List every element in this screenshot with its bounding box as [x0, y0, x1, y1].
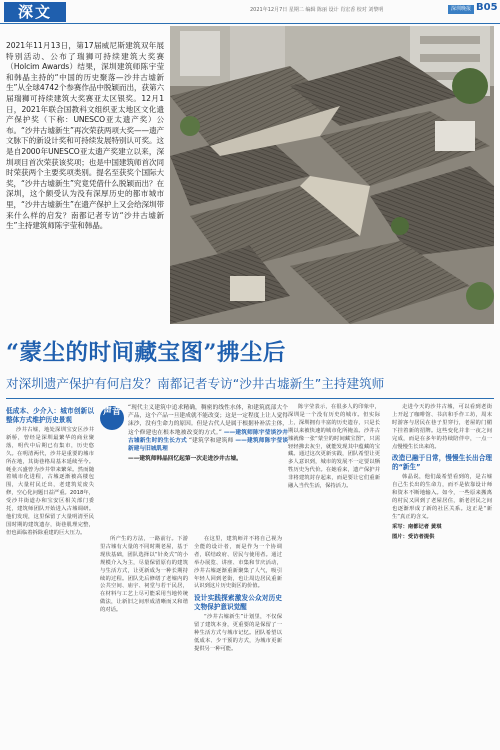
quote-body-2: “建筑学和建筑师 [188, 437, 234, 444]
column-4-text: 陈宇莹表示，在很多人的印象中，深圳是一个没有历史的城市。但实际上，深圳拥有丰富的历史遗存，只是长期以来被快速的城市化所掩盖。沙井古墟就像一张“蒙尘的时间藏宝图”，只需轻轻拂去灰尘，就能发现其中蕴藏的宝藏。通过这次更新实践，团队希望让更多人意识到，城市的发展不一定要以牺牲历史为代价。在她看来，遗产保护并非将建筑封存起来，而是要让它们重新融入当代生活，保持活力。 [288, 404, 380, 490]
paper-badge: 深圳晚报 [448, 5, 474, 14]
column-1 [6, 404, 94, 539]
quote-credit: ——建筑师韩晶回忆起第一次走进沙井古墟。 [128, 456, 242, 463]
column-5-text-2: 韩晶说，他们最希望看到的，是古墟自己生长出的生命力，而不是依靠设计师和资本不断地输入。如今，一些原来搬离的村民又回到了老屋居住，新老居民之间也逐渐形成了新的社区关系。这正是“新生”真正的含义。 [392, 474, 492, 520]
column-3-text-2: “沙井古墟新生”计划里，不仅保留了建筑本身，更重要的是保留了一种生活方式与城市记忆。团队希望以低成本、少干预的方式，为城市更新提供另一种可能。 [194, 614, 282, 652]
page-header [0, 0, 500, 24]
column-1-text: 沙井古墟，地处深圳宝安区沙井新桥，曾经是深圳最繁华的商业聚落，明代中后期已有集市，历史悠久。在明清两代，沙井是重要的墟市所在地，其街巷格局基本延续至今。蚝业兴盛曾为沙井带来繁荣。然而随着城市化进程，古墟逐渐被高楼包围，大量村民迁出，老建筑荒废失修，空心化问题日益严重。2018年，受沙井街道办和宝安区相关部门委托，建筑师团队开始进入古墟调研。他们发现，这里保留了大量明清至民国时期的建筑遗存，街巷肌理完整，但也面临着拆除重建的巨大压力。 [6, 427, 94, 536]
column-5-heading: 改造已融于日常，慢慢生长出合理的“新生” [392, 454, 492, 472]
quote-highlight-1: ——建筑师陈宇莹谈沙井古墟新生时的生长方式 [128, 429, 288, 444]
column-5 [392, 404, 492, 542]
column-5-text-1: 走进今天的沙井古墟，可以看到老街上开起了咖啡馆、书店和手作工坊，周末时游客与居民在巷子里穿行，老屋的门楣下挂着新的招牌。这些变化并非一夜之间完成，而是在多年的持续陪伴中，一点一点慢慢生长出来的。 [392, 404, 492, 450]
section-tag: 深文 [4, 2, 66, 22]
column-1-heading: 低成本、少介入：城市创新以整体方式维护历史景观 [6, 407, 94, 424]
byline-photo: 图片：受访者提供 [392, 533, 435, 540]
quote-body-1: “现代主义建筑中追求精确，稠密的线性水体，和建筑底部大个产品，这个产品一旦建成就不能改变；这是一定程度上让人觉得沫沙，没有生命力的原因。但是古代人是属于根据补补活主体，这个修建也在根本地被改变的方式。” [128, 405, 288, 436]
column-3-text: 在这里，建筑师并不将自己视为全能的设计者，而是作为一个协调者，联结政府、居民与使用者。通过举办展览、讲座、市集和节庆活动，沙井古墟逐渐重新聚集了人气，吸引年轻人回到老街，也让周边居民重新认识到这片历史街区的价值。 [194, 536, 282, 590]
issue-meta: 2021年12月7日 星期二 编辑 陈丽 设计 肖宏香 校对 刘黎明 [250, 7, 384, 13]
column-3-heading: 设计实践探索激发公众对历史文物保护意识觉醒 [194, 594, 282, 612]
quote-icon: 声音 [100, 406, 124, 430]
divider [6, 398, 494, 399]
byline-writer: 采写：南都记者 黄琪 [392, 523, 442, 530]
intro-text: 2021年11月13日，第17届威尼斯建筑双年展特别活动、公布了瑞狮可持续建筑大奖赛（Holcim Awards）结果，深圳建筑师陈宇莹和韩晶主持的“中国的历史聚落—沙井古墟新生”从全球4742个参赛作品中脱颖而出，获第六届瑞狮可持续建筑大奖赛亚太区银奖。12月1日，2021年联合国教科文组织亚太地区文化遗产保护奖（下称：UNESCO亚太遗产奖）公布。“沙井古墟新生”再次荣获两项大奖——遗产文脉下的新设计奖和可持续发展特别认可奖。这是自2000年UNESCO亚太遗产奖建立以来，深圳项目首次荣获该奖项；也是中国建筑师首次同时荣获两个主要奖项类别。提名至获奖个国际大奖，“沙井古墟新生”究竟凭借什么脱颖而出？在深圳，这个颇受认为没有深厚历史的都市城市里，“沙井古墟新生”在遗产保护上又会给深圳带来什么样的启发？南都记者专访“沙井古墟新生”主持建筑师陈宇莹和韩晶。 [6, 41, 164, 231]
aerial-photo [170, 26, 494, 324]
headline: “蒙尘的时间藏宝图”拂尘后 [6, 340, 286, 366]
quote-text [128, 404, 288, 463]
page-number: B05 [476, 2, 498, 13]
quote-highlight-2: ——建筑师陈宇莹谈新建与旧城肌理 [128, 437, 289, 453]
subheadline: 对深圳遗产保护有何启发？南都记者专访“沙井古墟新生”主持建筑师 [6, 376, 385, 391]
column-2 [100, 536, 188, 616]
column-4 [288, 404, 380, 492]
quote-box [100, 404, 288, 530]
column-3 [194, 536, 282, 655]
column-2-text: 所产生的方法，一路前行。下游里古墟有大量的不同时期老屋，基于现状基础，团队选择以“针灸式”的小规模介入为主，尽量保留原有的建筑与生活方式，让更新成为一种长期持续的过程。团队先后修缮了老墟内的公共空间、庙宇、祠堂与若干民居，在材料与工艺上尽可能采用当地传统做法，让新旧之间形成清晰而又和谐的对话。 [100, 536, 188, 614]
